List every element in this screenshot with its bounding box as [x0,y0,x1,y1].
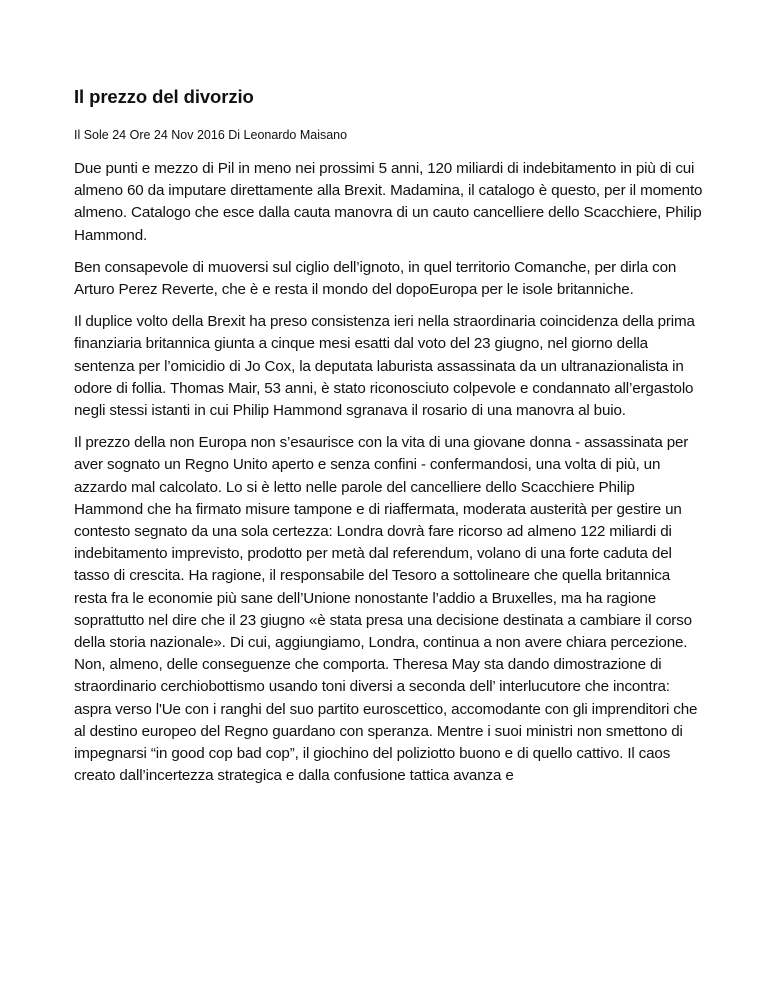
article-paragraph-4: Il prezzo della non Europa non s’esaurisce con la vita di una giovane donna - assassinata per aver sognato un Regno Unito aperto e senza confini - confermandosi, una volta di più, un azzardo mal calcolato. Lo si è letto nelle parole del cancelliere dello Scacchiere Philip Hammond che ha firmato misure tampone e di riaffermata, moderata austerità per gestire un contesto segnato da una sola certezza: Londra dovrà fare ricorso ad almeno 122 miliardi di indebitamento imprevisto, prodotto per metà dal referendum, volano di una forte caduta del tasso di crescita. Ha ragione, il responsabile del Tesoro a sottolineare che quella britannica resta fra le economie più sane dell’Unione nonostante l’addio a Bruxelles, ma ha ragione soprattutto nel dire che il 23 giugno «è stata presa una decisione destinata a cambiare il corso della storia nazionale». Di cui, aggiungiamo, Londra, continua a non avere chiara percezione. Non, almeno, delle conseguenze che comporta. Theresa May sta dando dimostrazione di straordinario cerchiobottismo usando toni diversi a seconda dell’ interlucutore che incontra: aspra verso l'Ue con i ranghi del suo partito euroscettico, accomodante con gli imprenditori che al destino europeo del Regno guardano con speranza. Mentre i suoi ministri non smettono di impegnarsi “in good cop bad cop”, il giochino del poliziotto buono e di quello cattivo. Il caos creato dall’incertezza strategica e dalla confusione tattica avanza e [74,434,698,785]
article-paragraph-2: Ben consapevole di muoversi sul ciglio dell’ignoto, in quel territorio Comanche, per dirla con Arturo Perez Reverte, che è e resta il mondo del dopoEuropa per le isole britanniche. [74,258,677,299]
article-title: Il prezzo del divorzio [74,86,254,107]
article-byline: Il Sole 24 Ore 24 Nov 2016 Di Leonardo Maisano [74,128,348,142]
article-paragraph-3: Il duplice volto della Brexit ha preso consistenza ieri nella straordinaria coincidenza della prima finanziaria britannica giunta a cinque mesi esatti dal voto del 23 giugno, nel giorno della sentenza per l’omicidio di Jo Cox, la deputata laburista assassinata da un ultranazionalista in odore di follia. Thomas Mair, 53 anni, è stato riconosciuto colpevole e condannato all’ergastolo negli stessi istanti in cui Philip Hammond sgranava il rosario di una manovra al buio. [74,313,695,420]
article-paragraph-1: Due punti e mezzo di Pil in meno nei prossimi 5 anni, 120 miliardi di indebitamento in più di cui almeno 60 da imputare direttamente alla Brexit. Madamina, il catalogo è questo, per il momento almeno. Catalogo che esce dalla cauta manovra di un cauto cancelliere dello Scacchiere, Philip Hammond. [74,160,703,244]
document-page [74,84,704,797]
